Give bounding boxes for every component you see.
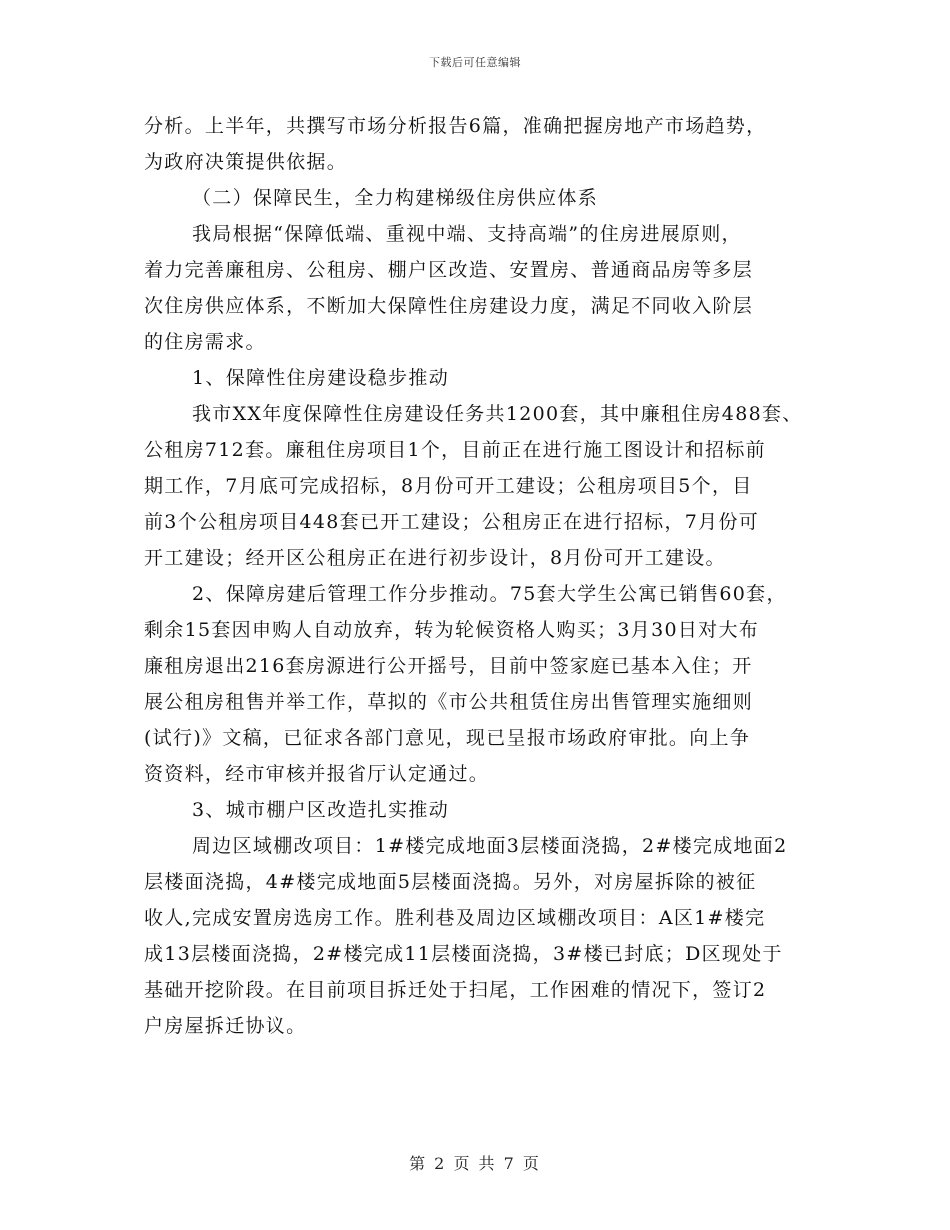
subsection-heading: 3、城市棚户区改造扎实推动 xyxy=(192,799,449,821)
body-line: 剩余15套因申购人自动放弃，转为轮候资格人购买；3月30日对大布 xyxy=(144,619,760,641)
body-line: 资资料，经市审核并报省厅认定通过。 xyxy=(144,763,490,785)
body-line: 的住房需求。 xyxy=(144,331,266,353)
document-body xyxy=(144,108,824,1044)
body-line: 户房屋拆迁协议。 xyxy=(144,1015,307,1037)
body-line: 2、保障房建后管理工作分步推动。75套大学生公寓已销售60套， xyxy=(192,583,787,605)
body-line: 展公租房租售并举工作，草拟的《市公共租赁住房出售管理实施细则 xyxy=(144,691,754,713)
body-line: 收人,完成安置房选房工作。胜利巷及周边区域棚改项目：A区1#楼完 xyxy=(144,907,766,929)
body-line: 着力完善廉租房、公租房、棚户区改造、安置房、普通商品房等多层 xyxy=(144,259,754,281)
body-line: 基础开挖阶段。在目前项目拆迁处于扫尾，工作困难的情况下，签订2 xyxy=(144,979,767,1001)
body-line: 期工作，7月底可完成招标，8月份可开工建设；公租房项目5个，目 xyxy=(144,475,753,497)
body-line: 成13层楼面浇捣，2#楼完成11层楼面浇捣，3#楼已封底；D区现处于 xyxy=(144,943,783,965)
body-line: 层楼面浇捣，4#楼完成地面5层楼面浇捣。另外，对房屋拆除的被征 xyxy=(144,871,757,893)
body-line: 廉租房退出216套房源进行公开摇号，目前中签家庭已基本入住；开 xyxy=(144,655,753,677)
body-line: 前3个公租房项目448套已开工建设；公租房正在进行招标，7月份可 xyxy=(144,511,760,533)
body-line: (试行)》文稿，已征求各部门意见，现已呈报市场政府审批。向上争 xyxy=(144,727,751,749)
section-heading: （二）保障民生，全力构建梯级住房供应体系 xyxy=(192,187,599,209)
body-line: 为政府决策提供依据。 xyxy=(144,151,348,173)
page-number-footer: 第 2 页 共 7 页 xyxy=(409,1154,541,1173)
body-line: 公租房712套。廉租住房项目1个，目前正在进行施工图设计和招标前 xyxy=(144,439,766,461)
body-line: 我局根据“保障低端、重视中端、支持高端”的住房进展原则， xyxy=(192,223,742,245)
body-line: 我市XX年度保障性住房建设任务共1200套，其中廉租住房488套、 xyxy=(192,403,803,425)
body-line: 次住房供应体系，不断加大保障性住房建设力度，满足不同收入阶层 xyxy=(144,295,754,317)
body-line: 周边区域棚改项目：1#楼完成地面3层楼面浇捣，2#楼完成地面2 xyxy=(192,835,788,857)
body-line: 开工建设；经开区公租房正在进行初步设计，8月份可开工建设。 xyxy=(144,547,726,569)
body-line: 分析。上半年，共撰写市场分析报告6篇，准确把握房地产市场趋势， xyxy=(144,115,767,137)
page-header: 下载后可任意编辑 xyxy=(429,56,521,69)
subsection-heading: 1、保障性住房建设稳步推动 xyxy=(192,367,449,389)
